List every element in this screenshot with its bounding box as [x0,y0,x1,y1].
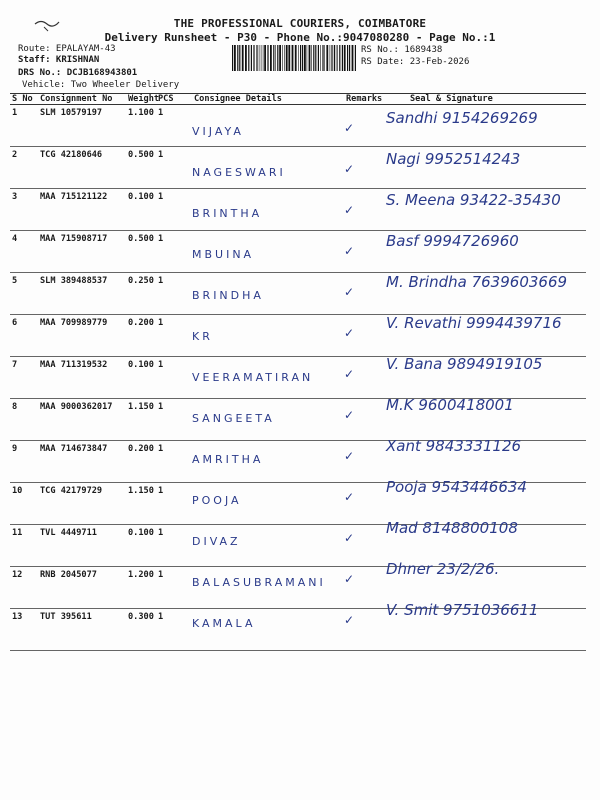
cell-weight: 0.500 [126,147,156,189]
col-pcs: PCS [156,94,192,105]
remark-mark: ✓ [344,490,355,504]
consignee-name: NAGESWARI [192,166,286,179]
cell-pcs: 1 [156,105,192,147]
consignee-name: BALASUBRAMANI [192,576,326,589]
cell-pcs: 1 [156,273,192,315]
cell-weight: 1.150 [126,483,156,525]
barcode-bar [331,45,332,71]
consignee-name: SANGEETA [192,412,275,425]
cell-pcs: 1 [156,147,192,189]
cell-sno: 11 [10,525,38,567]
handwritten-signature: M.K 9600418001 [386,396,514,414]
cell-pcs: 1 [156,525,192,567]
col-remarks: Remarks [346,94,383,104]
barcode-bar [261,45,262,71]
handwritten-signature: V. Smit 9751036611 [386,601,539,619]
col-weight: Weight [128,94,160,104]
cell-weight: 0.500 [126,231,156,273]
barcode-bar [288,45,290,71]
barcode-bar [253,45,254,71]
barcode-bar [307,45,308,71]
cell-sno: 7 [10,357,38,399]
table-header [10,94,586,105]
remark-mark: ✓ [344,326,355,340]
runsheet-subtitle: Delivery Runsheet - P30 - Phone No.:9047080280 - Page No.:1 [104,31,496,44]
barcode-bar [248,45,249,71]
cell-cons: SLM 10579197 [38,105,126,147]
barcode-bar [334,45,335,71]
col-consignment: Consignment No [38,94,126,105]
barcode-bar [239,45,240,71]
barcode-bar [339,45,340,71]
cell-weight: 0.300 [126,609,156,651]
cell-cons: SLM 389488537 [38,273,126,315]
barcode-bar [242,45,244,71]
handwritten-signature: Sandhi 9154269269 [386,109,538,127]
handwritten-signature: Nagi 9952514243 [386,150,521,168]
barcode [232,45,356,71]
barcode-bar [349,45,350,71]
remark-mark: ✓ [344,367,355,381]
cell-pcs: 1 [156,483,192,525]
handwritten-signature: V. Bana 9894919105 [386,355,543,373]
cell-weight: 0.100 [126,189,156,231]
consignee-name: POOJA [192,494,242,507]
handwritten-signature: V. Revathi 9994439716 [386,314,562,332]
barcode-bar [295,45,297,71]
cell-pcs: 1 [156,315,192,357]
cell-pcs: 1 [156,609,192,651]
handwritten-signature: Dhner 23/2/26. [386,560,500,578]
cell-cons: MAA 714673847 [38,441,126,483]
barcode-bar [232,45,233,71]
cell-cons: TUT 395611 [38,609,126,651]
barcode-bar [347,45,348,71]
consignee-name: AMRITHA [192,453,264,466]
cell-pcs: 1 [156,231,192,273]
barcode-bar [318,45,319,71]
barcode-bar [234,45,236,71]
rs-number: RS No.: 1689438 [361,45,443,55]
cell-weight: 0.100 [126,525,156,567]
remark-mark: ✓ [344,449,355,463]
barcode-bar [337,45,338,71]
cell-weight: 0.250 [126,273,156,315]
cell-pcs: 1 [156,357,192,399]
route-label: Route: EPALAYAM-43 [18,44,116,54]
remark-mark: ✓ [344,121,355,135]
barcode-bar [292,45,294,71]
cell-pcs: 1 [156,399,192,441]
remark-mark: ✓ [344,408,355,422]
cell-weight: 1.150 [126,399,156,441]
cell-cons: TCG 42179729 [38,483,126,525]
cell-pcs: 1 [156,189,192,231]
barcode-bar [324,45,325,71]
remark-mark: ✓ [344,572,355,586]
barcode-bar [311,45,312,71]
handwritten-signature: Basf 9994726960 [386,232,519,250]
barcode-bar [298,45,299,71]
barcode-bar [270,45,272,71]
cell-sno: 6 [10,315,38,357]
remark-mark: ✓ [344,531,355,545]
barcode-bar [352,45,354,71]
cell-cons: MAA 711319532 [38,357,126,399]
barcode-bar [264,45,266,71]
handwritten-signature: Xant 9843331126 [386,437,522,455]
cell-weight: 1.100 [126,105,156,147]
col-sno: S No [10,94,38,105]
barcode-bar [275,45,276,71]
barcode-bar [251,45,252,71]
cell-cons: MAA 709989779 [38,315,126,357]
drs-number: DRS No.: DCJB168943801 [18,68,138,78]
barcode-bar [336,45,337,71]
barcode-bar [344,45,346,71]
remark-mark: ✓ [344,162,355,176]
barcode-bar [286,45,288,71]
cell-weight: 0.200 [126,315,156,357]
cell-weight: 1.200 [126,567,156,609]
barcode-bar [322,45,323,71]
cell-sno: 13 [10,609,38,651]
barcode-bar [326,45,328,71]
remark-mark: ✓ [344,244,355,258]
col-signature: Seal & Signature [384,94,586,105]
rs-date: RS Date: 23-Feb-2026 [361,57,470,67]
barcode-bar [332,45,333,71]
cell-sno: 9 [10,441,38,483]
consignee-name: BRINTHA [192,207,263,220]
handwritten-signature: S. Meena 93422-35430 [386,191,561,209]
cell-sno: 1 [10,105,38,147]
barcode-bar [342,45,343,71]
consignee-name: KR [192,330,213,343]
cell-sno: 4 [10,231,38,273]
barcode-bar [237,45,238,71]
barcode-bar [282,45,283,71]
barcode-bar [263,45,264,71]
consignee-name: BRINDHA [192,289,264,302]
barcode-bar [277,45,278,71]
cell-cons: MAA 715121122 [38,189,126,231]
barcode-bar [302,45,303,71]
staff-label: Staff: KRISHNAN [18,55,100,65]
remark-mark: ✓ [344,285,355,299]
cell-weight: 0.200 [126,441,156,483]
barcode-bar [313,45,314,71]
consignee-name: DIVAZ [192,535,241,548]
barcode-bar [309,45,311,71]
cell-cons: TCG 42180646 [38,147,126,189]
barcode-bar [279,45,281,71]
barcode-bar [284,45,285,71]
consignee-name: VEERAMATIRAN [192,371,314,384]
cell-sno: 5 [10,273,38,315]
barcode-bar [259,45,260,71]
cell-blank [192,315,344,357]
barcode-bar [304,45,306,71]
barcode-bar [330,45,331,71]
barcode-bar [257,45,258,71]
cell-cons: TVL 4449711 [38,525,126,567]
cell-sno: 8 [10,399,38,441]
barcode-bar [355,45,356,71]
cell-pcs: 1 [156,441,192,483]
barcode-bar [245,45,247,71]
cell-cons: MAA 9000362017 [38,399,126,441]
remark-mark: ✓ [344,613,355,627]
cell-pcs: 1 [156,567,192,609]
cell-sno: 10 [10,483,38,525]
vehicle-label: Vehicle: Two Wheeler Delivery [22,80,180,90]
barcode-bar [320,45,321,71]
handwritten-signature: Mad 8148800108 [386,519,518,537]
col-consignee: Consignee Details [192,94,344,105]
cell-sno: 3 [10,189,38,231]
consignee-name: VIJAYA [192,125,244,138]
consignee-name: KAMALA [192,617,256,630]
consignee-name: MBUINA [192,248,255,261]
cell-weight: 0.100 [126,357,156,399]
cell-sno: 2 [10,147,38,189]
cell-sno: 12 [10,567,38,609]
barcode-bar [300,45,301,71]
barcode-bar [267,45,268,71]
cell-cons: MAA 715908717 [38,231,126,273]
cell-cons: RNB 2045077 [38,567,126,609]
barcode-bar [273,45,274,71]
barcode-bar [315,45,316,71]
barcode-bar [256,45,257,71]
handwritten-signature: Pooja 9543446634 [386,478,527,496]
remark-mark: ✓ [344,203,355,217]
handwritten-signature: M. Brindha 7639603669 [386,273,568,291]
document-title: THE PROFESSIONAL COURIERS, COIMBATORE [173,17,427,30]
